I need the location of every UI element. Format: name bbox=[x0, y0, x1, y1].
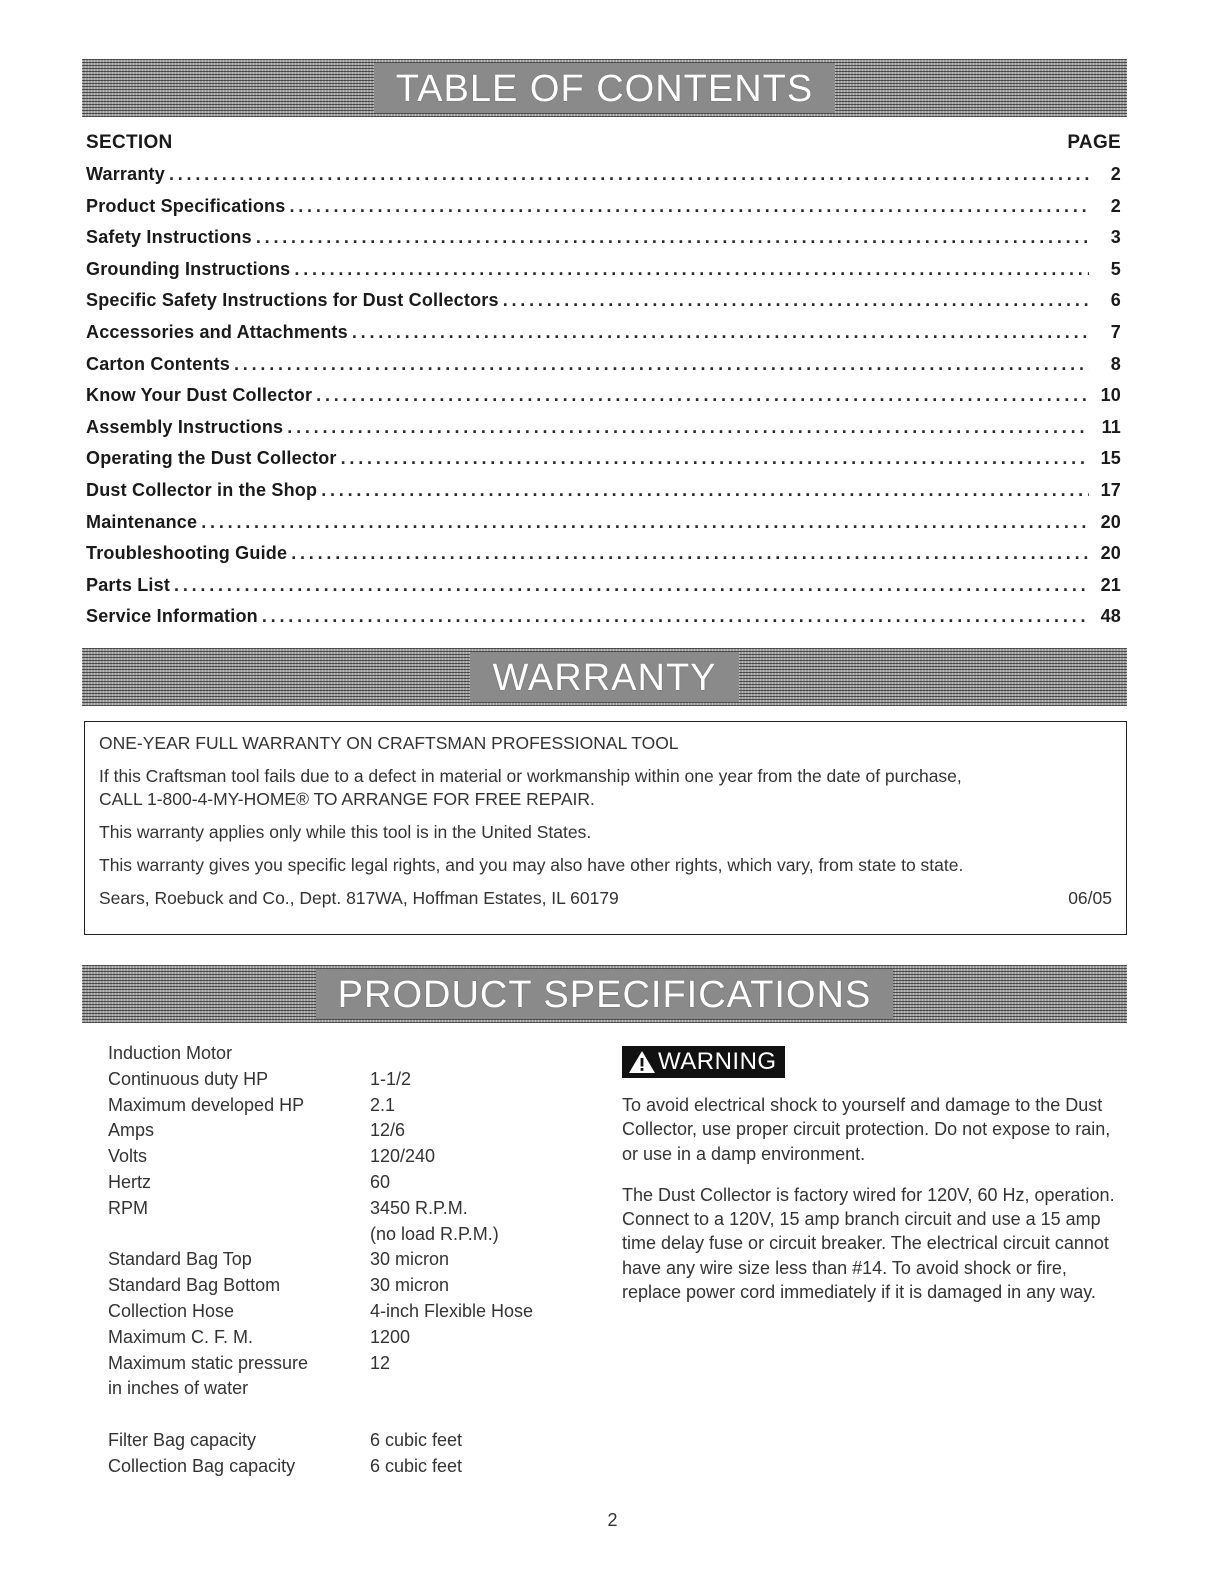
spec-row bbox=[108, 1325, 568, 1351]
warranty-banner bbox=[82, 648, 1127, 706]
toc-entry-page: 6 bbox=[1110, 290, 1121, 311]
spec-value: 6 cubic feet bbox=[370, 1455, 463, 1476]
warning-badge bbox=[622, 1046, 785, 1078]
toc-leader-dots bbox=[201, 512, 1089, 533]
toc-leader-dots bbox=[352, 322, 1089, 343]
spec-label: Volts bbox=[108, 1146, 148, 1167]
toc-page-header: PAGE bbox=[1067, 132, 1121, 153]
spec-value: 1200 bbox=[370, 1326, 411, 1347]
toc-entry-page: 20 bbox=[1100, 543, 1121, 564]
toc-entry bbox=[86, 575, 1121, 607]
toc-section-header: SECTION bbox=[86, 132, 173, 153]
toc-leader-dots bbox=[256, 227, 1089, 248]
toc-entry-page: 11 bbox=[1101, 416, 1121, 437]
spec-value: (no load R.P.M.) bbox=[370, 1223, 499, 1244]
spec-row bbox=[108, 1144, 568, 1170]
spec-value: 30 micron bbox=[370, 1249, 450, 1270]
toc-leader-dots bbox=[174, 575, 1089, 596]
spec-gap bbox=[108, 1402, 568, 1428]
toc-banner bbox=[82, 59, 1127, 117]
warning-paragraph-1: To avoid electrical shock to yourself and damage to the Dust Collector, use proper circuit protection. Do not expose to rain, or use in a damp environment. bbox=[622, 1095, 1111, 1164]
toc-entry bbox=[86, 322, 1121, 354]
spec-label: in inches of water bbox=[108, 1378, 249, 1399]
spec-value: 6 cubic feet bbox=[370, 1430, 463, 1451]
toc-entry bbox=[86, 512, 1121, 544]
spec-value: 12 bbox=[370, 1352, 391, 1373]
specs-title: PRODUCT SPECIFICATIONS bbox=[316, 969, 894, 1019]
toc-entry bbox=[86, 196, 1121, 228]
spec-value: 3450 R.P.M. bbox=[370, 1197, 468, 1218]
toc-entry-page: 17 bbox=[1100, 479, 1121, 500]
toc-leader-dots bbox=[321, 480, 1089, 501]
toc-entry-label: Parts List bbox=[86, 574, 171, 595]
spec-value: 60 bbox=[370, 1171, 391, 1192]
warranty-paragraph-1-line-1: If this Craftsman tool fails due to a defect in material or workmanship within one year from the date of purchase, bbox=[99, 766, 962, 786]
warning-text bbox=[622, 1093, 1127, 1321]
warning-label: WARNING bbox=[658, 1048, 777, 1075]
spec-value: 1-1/2 bbox=[370, 1068, 412, 1089]
spec-value bbox=[370, 1376, 568, 1402]
warranty-date-code: 06/05 bbox=[1068, 888, 1112, 908]
spec-row bbox=[108, 1273, 568, 1299]
toc-entry bbox=[86, 259, 1121, 291]
toc-entry-page: 21 bbox=[1100, 574, 1121, 595]
toc-entry-label: Accessories and Attachments bbox=[86, 321, 348, 342]
page-number: 2 bbox=[607, 1510, 618, 1530]
spec-value: 120/240 bbox=[370, 1146, 436, 1167]
toc-entry-page: 5 bbox=[1110, 258, 1121, 279]
toc-title: TABLE OF CONTENTS bbox=[374, 63, 835, 113]
specs-table bbox=[108, 1041, 568, 1480]
toc-entry bbox=[86, 290, 1121, 322]
toc-leader-dots bbox=[169, 164, 1089, 185]
toc-leader-dots bbox=[316, 385, 1089, 406]
specs-banner bbox=[82, 965, 1127, 1023]
toc-entry-page: 8 bbox=[1110, 353, 1121, 374]
toc-entry bbox=[86, 480, 1121, 512]
toc-entry-label: Know Your Dust Collector bbox=[86, 385, 313, 406]
warranty-title: WARRANTY bbox=[470, 652, 738, 702]
spec-row bbox=[108, 1299, 568, 1325]
spec-value: 30 micron bbox=[370, 1275, 450, 1296]
toc-entry bbox=[86, 606, 1121, 638]
spec-label: Filter Bag capacity bbox=[108, 1430, 257, 1451]
toc-leader-dots bbox=[341, 448, 1089, 469]
toc-leader-dots bbox=[234, 354, 1089, 375]
spec-row bbox=[108, 1454, 568, 1480]
spec-row bbox=[108, 1222, 568, 1248]
toc-entry bbox=[86, 543, 1121, 575]
toc-leader-dots bbox=[503, 290, 1089, 311]
spec-row bbox=[108, 1428, 568, 1454]
warranty-paragraph-1-line-2: CALL 1-800-4-MY-HOME® TO ARRANGE FOR FREE REPAIR. bbox=[99, 789, 595, 809]
spec-label: Standard Bag Top bbox=[108, 1249, 252, 1270]
spec-row bbox=[108, 1067, 568, 1093]
spec-label: Collection Bag capacity bbox=[108, 1455, 296, 1476]
spec-row bbox=[108, 1196, 568, 1222]
spec-label: Maximum developed HP bbox=[108, 1094, 305, 1115]
spec-label: RPM bbox=[108, 1197, 148, 1218]
warranty-paragraph-1 bbox=[99, 765, 1112, 811]
spec-row bbox=[108, 1247, 568, 1273]
warning-triangle-icon bbox=[628, 1049, 656, 1075]
toc-leader-dots bbox=[262, 606, 1089, 627]
toc-entry-page: 3 bbox=[1110, 227, 1121, 248]
spec-motor-label: Induction Motor bbox=[108, 1043, 233, 1063]
spec-label: Standard Bag Bottom bbox=[108, 1275, 281, 1296]
warranty-paragraph-3: This warranty gives you specific legal rights, and you may also have other rights, which vary, from state to state. bbox=[99, 855, 964, 875]
toc-leader-dots bbox=[289, 196, 1089, 217]
spec-value: 4-inch Flexible Hose bbox=[370, 1300, 534, 1321]
toc-entry-page: 20 bbox=[1100, 511, 1121, 532]
toc-entry-label: Dust Collector in the Shop bbox=[86, 479, 318, 500]
spec-label: Hertz bbox=[108, 1171, 152, 1192]
toc-entry bbox=[86, 385, 1121, 417]
spec-label: Collection Hose bbox=[108, 1300, 235, 1321]
spec-rows bbox=[108, 1067, 568, 1402]
toc-entry bbox=[86, 164, 1121, 196]
toc-entry-label: Assembly Instructions bbox=[86, 416, 284, 437]
toc-entry-label: Maintenance bbox=[86, 511, 198, 532]
toc-entry-label: Operating the Dust Collector bbox=[86, 448, 337, 469]
toc-entry-label: Troubleshooting Guide bbox=[86, 543, 288, 564]
toc-entry bbox=[86, 448, 1121, 480]
toc-entry-page: 2 bbox=[1110, 164, 1121, 184]
toc-entry-page: 10 bbox=[1100, 385, 1121, 406]
spec-row bbox=[108, 1170, 568, 1196]
warranty-paragraph-2: This warranty applies only while this tool is in the United States. bbox=[99, 822, 592, 842]
toc-entry-page: 15 bbox=[1100, 448, 1121, 469]
warranty-footer bbox=[99, 887, 1112, 910]
warranty-address: Sears, Roebuck and Co., Dept. 817WA, Hoffman Estates, IL 60179 bbox=[99, 888, 619, 908]
toc-column-headers bbox=[86, 132, 1121, 154]
toc-entry-page: 7 bbox=[1110, 321, 1121, 342]
warning-paragraph-2: The Dust Collector is factory wired for 120V, 60 Hz, operation. Connect to a 120V, 15 amp branch circuit and use a 15 amp time delay fuse or circuit breaker. The electrical circuit cannot have any wire size less than #14. To avoid shock or fire, replace power cord immediately if it is damaged in any way. bbox=[622, 1184, 1115, 1303]
toc-entry-label: Safety Instructions bbox=[86, 227, 252, 248]
spec-row bbox=[108, 1351, 568, 1377]
spec-row bbox=[108, 1118, 568, 1144]
toc-entry-label: Service Information bbox=[86, 606, 258, 627]
toc-entry-label: Specific Safety Instructions for Dust Collectors bbox=[86, 290, 499, 311]
toc-entry-label: Carton Contents bbox=[86, 353, 230, 374]
toc-entry bbox=[86, 354, 1121, 386]
toc-list bbox=[86, 164, 1121, 638]
toc-entry-label: Warranty bbox=[86, 164, 165, 184]
toc-entry-label: Grounding Instructions bbox=[86, 258, 291, 279]
toc-leader-dots bbox=[291, 543, 1089, 564]
spec-label: Maximum static pressure bbox=[108, 1352, 309, 1373]
spec-label: Continuous duty HP bbox=[108, 1068, 269, 1089]
warranty-heading: ONE-YEAR FULL WARRANTY ON CRAFTSMAN PROFESSIONAL TOOL bbox=[99, 733, 679, 753]
toc-entry bbox=[86, 417, 1121, 449]
spec-label: Amps bbox=[108, 1120, 155, 1141]
spec-label: Maximum C. F. M. bbox=[108, 1326, 254, 1347]
spec-value: 2.1 bbox=[370, 1094, 396, 1115]
toc-entry-page: 48 bbox=[1100, 606, 1121, 627]
toc-leader-dots bbox=[287, 417, 1089, 438]
spec-motor-row bbox=[108, 1041, 568, 1067]
spec-rows-capacity bbox=[108, 1428, 568, 1480]
spec-label bbox=[108, 1222, 370, 1248]
spec-value: 12/6 bbox=[370, 1120, 406, 1141]
spec-row bbox=[108, 1376, 568, 1402]
toc-entry-page: 2 bbox=[1110, 195, 1121, 216]
spec-row bbox=[108, 1093, 568, 1119]
toc-leader-dots bbox=[294, 259, 1089, 280]
warranty-box bbox=[84, 721, 1127, 935]
toc-entry bbox=[86, 227, 1121, 259]
toc-entry-label: Product Specifications bbox=[86, 195, 286, 216]
